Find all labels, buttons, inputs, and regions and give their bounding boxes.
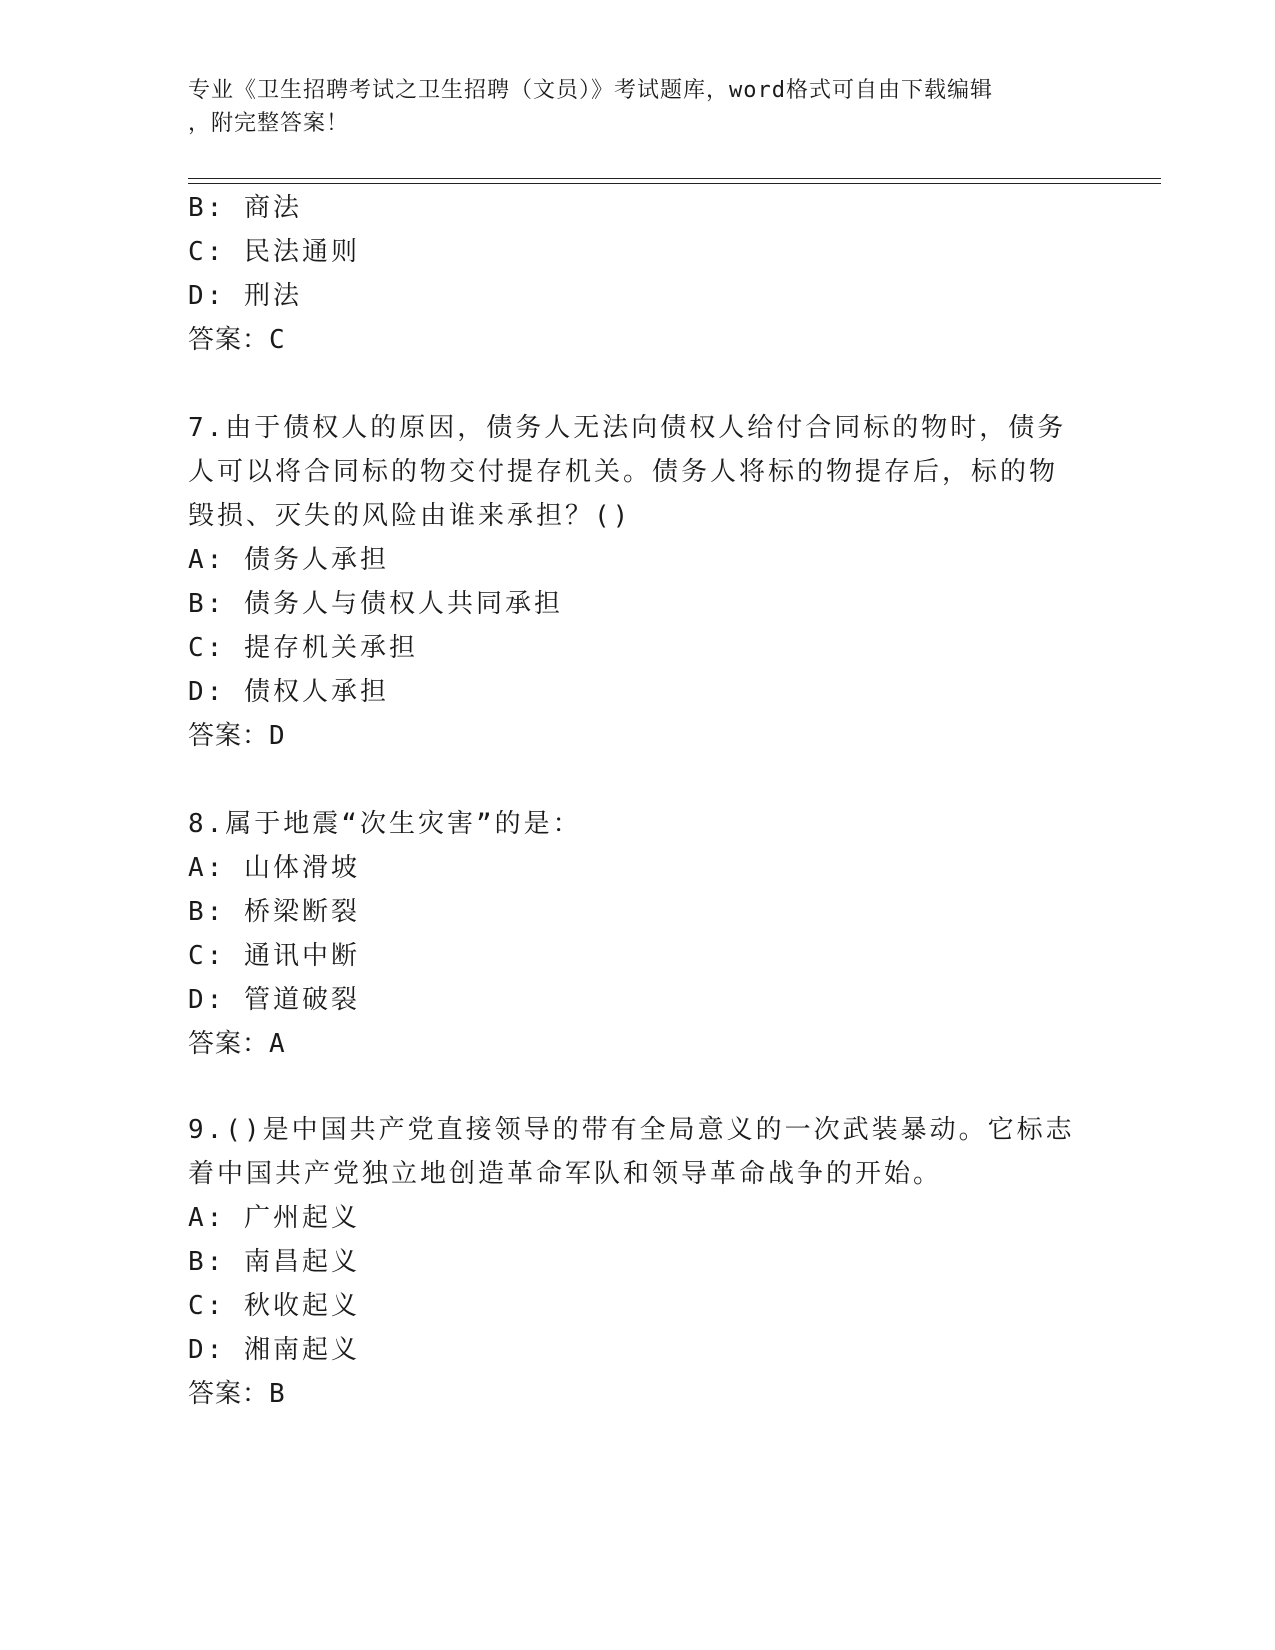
q6-answer: 答案：C — [188, 325, 286, 355]
q7-answer: 答案：D — [188, 721, 286, 751]
q7-stem-line-3: 毁损、灭失的风险由谁来承担？() — [188, 501, 632, 531]
q7-stem-line-1: 7.由于债权人的原因，债务人无法向债权人给付合同标的物时，债务 — [188, 413, 1067, 443]
q9-option-b: B: 南昌起义 — [188, 1247, 360, 1277]
header-divider-top — [188, 178, 1161, 179]
q8-stem-line-1: 8.属于地震“次生灾害”的是： — [188, 809, 582, 839]
q9-option-c: C: 秋收起义 — [188, 1291, 360, 1321]
q9-option-d: D: 湘南起义 — [188, 1335, 360, 1365]
q9-stem-line-2: 着中国共产党独立地创造革命军队和领导革命战争的开始。 — [188, 1159, 943, 1189]
q7-option-d: D: 债权人承担 — [188, 677, 389, 707]
q8-option-a: A: 山体滑坡 — [188, 853, 360, 883]
header-line-2: ，附完整答案！ — [188, 111, 350, 136]
page-header — [188, 74, 1068, 140]
q7-option-c: C: 提存机关承担 — [188, 633, 418, 663]
q7-option-b: B: 债务人与债权人共同承担 — [188, 589, 563, 619]
q9-option-a: A: 广州起义 — [188, 1203, 360, 1233]
q8-option-c: C: 通讯中断 — [188, 941, 360, 971]
q6-option-b: B: 商法 — [188, 193, 302, 223]
q7-option-a: A: 债务人承担 — [188, 545, 389, 575]
header-divider-bottom — [188, 183, 1161, 184]
q8-answer: 答案：A — [188, 1029, 286, 1059]
q8-option-d: D: 管道破裂 — [188, 985, 360, 1015]
q8-option-b: B: 桥梁断裂 — [188, 897, 360, 927]
header-line-1: 专业《卫生招聘考试之卫生招聘（文员）》考试题库，word格式可自由下载编辑 — [188, 78, 993, 103]
q6-option-c: C: 民法通则 — [188, 237, 360, 267]
q6-option-d: D: 刑法 — [188, 281, 302, 311]
q7-stem-line-2: 人可以将合同标的物交付提存机关。债务人将标的物提存后，标的物 — [188, 457, 1059, 487]
q9-stem-line-1: 9.()是中国共产党直接领导的带有全局意义的一次武装暴动。它标志 — [188, 1115, 1075, 1145]
q9-answer: 答案：B — [188, 1379, 286, 1409]
